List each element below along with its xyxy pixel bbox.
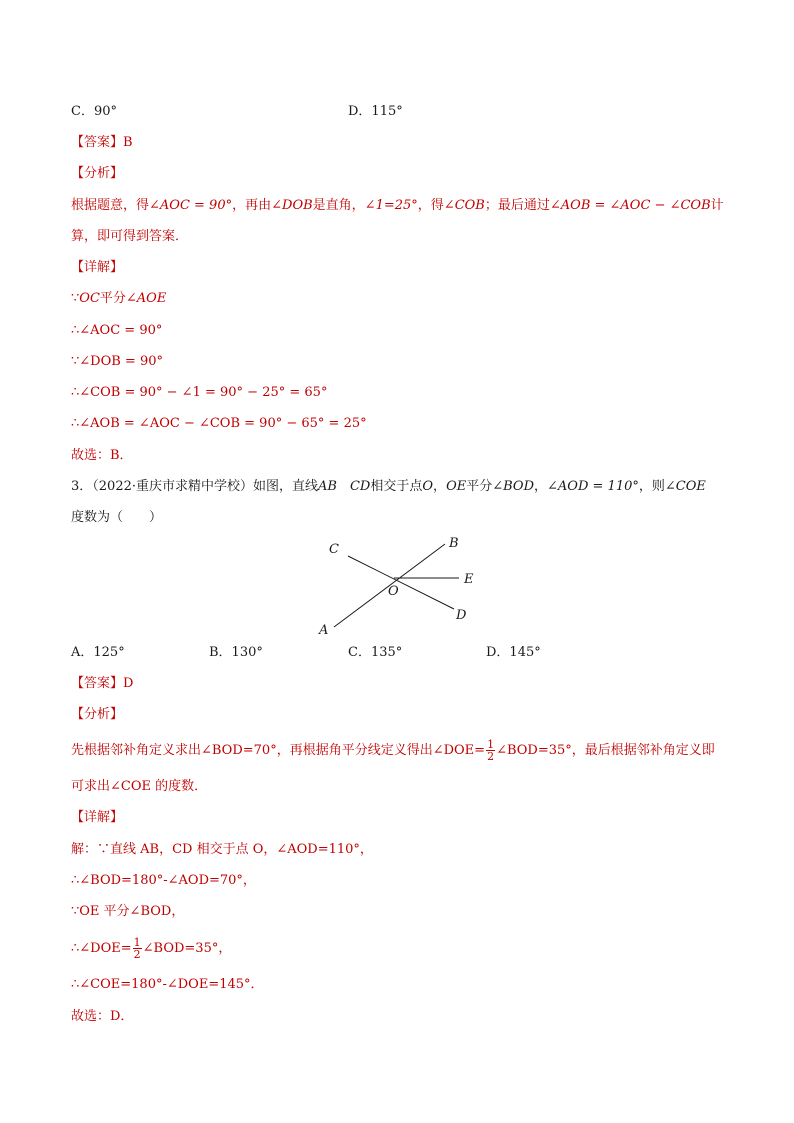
- fraction-denominator: 2: [487, 750, 495, 763]
- math: AB: [318, 479, 337, 494]
- question-3-line-1: [71, 477, 706, 497]
- analysis-heading: 【分析】: [71, 707, 124, 722]
- text: ；最后通过: [484, 198, 550, 213]
- fraction-denominator: 2: [133, 948, 141, 961]
- line-cd: [348, 556, 454, 609]
- answer-value: B: [123, 135, 133, 150]
- detail-line-1: [71, 289, 166, 309]
- text: 是直角，: [312, 198, 365, 213]
- text: ，得: [417, 198, 444, 213]
- math: OE: [446, 479, 467, 494]
- detail-line-2: ∴∠AOC = 90°: [71, 323, 163, 338]
- label-e: E: [464, 572, 474, 587]
- math: ∠DOB: [271, 198, 313, 213]
- detail-line-3: ∵OE 平分∠BOD，: [71, 904, 185, 919]
- geometry-figure: [310, 532, 490, 637]
- text: ∠BOD=35°，最后根据邻补角定义即: [496, 743, 715, 758]
- text: 平分: [466, 479, 493, 494]
- label-c: C: [329, 542, 339, 557]
- question-number: 3．: [71, 479, 93, 494]
- detail-line-5: ∴∠AOB = ∠AOC − ∠COB = 90° − 65° = 25°: [71, 416, 367, 431]
- answer-heading: 【答案】: [71, 676, 124, 691]
- label-b: B: [449, 536, 459, 551]
- text: ，则: [638, 479, 665, 494]
- fraction: [486, 739, 495, 762]
- text: ，: [534, 479, 548, 494]
- math: ∠COB: [443, 198, 485, 213]
- math: ∠1=25°: [364, 198, 418, 213]
- math: ∠AOD = 110°: [547, 479, 639, 494]
- answer-heading: 【答案】: [71, 135, 124, 150]
- text: ∴∠DOE=: [71, 941, 132, 956]
- text: 先根据邻补角定义求出∠BOD=70°，再根据角平分线定义得出∠DOE=: [71, 743, 486, 758]
- math: ∠AOB = ∠AOC − ∠COB: [549, 198, 711, 213]
- option-d: D．145°: [486, 645, 541, 660]
- answer-row: [71, 674, 133, 694]
- label-d: D: [456, 608, 467, 623]
- option-c: C．90°: [71, 104, 117, 119]
- option-a: A．125°: [71, 645, 125, 660]
- label-a: A: [319, 623, 329, 637]
- analysis-line-1: [71, 739, 715, 763]
- detail-line-1: 解：∵直线 AB，CD 相交于点 O，∠AOD=110°，: [71, 842, 373, 857]
- text: 如图，直线: [253, 479, 319, 494]
- text: ，: [433, 479, 447, 494]
- text: 平分: [99, 291, 126, 306]
- text: 相交于点: [370, 479, 423, 494]
- answer-row: [71, 133, 133, 153]
- text: 计: [710, 198, 724, 213]
- detail-choose: 故选：B．: [71, 448, 133, 463]
- question-3-line-2: 度数为（ ）: [71, 510, 163, 525]
- option-c: C．135°: [348, 645, 403, 660]
- detail-heading: 【详解】: [71, 260, 124, 275]
- math: CD: [349, 479, 371, 494]
- detail-line-2: ∴∠BOD=180°-∠AOD=70°，: [71, 873, 256, 888]
- detail-line-4: [71, 937, 231, 961]
- math: ∠AOE: [125, 291, 167, 306]
- math: O: [422, 479, 434, 494]
- label-o: O: [388, 584, 399, 599]
- fraction-numerator: 1: [133, 936, 141, 949]
- math: ∠COE: [664, 479, 706, 494]
- analysis-heading: 【分析】: [71, 166, 124, 181]
- text: ，再由: [232, 198, 272, 213]
- math: ∠BOD: [492, 479, 535, 494]
- fraction: [133, 937, 142, 960]
- analysis-line-1: [71, 196, 724, 216]
- text: ∵: [71, 291, 80, 306]
- detail-line-5: ∴∠COE=180°-∠DOE=145°．: [71, 977, 264, 992]
- math: OC: [79, 291, 100, 306]
- question-source: （2022·重庆市求精中学校）: [92, 479, 253, 494]
- fraction-numerator: 1: [487, 738, 495, 751]
- text: ∠BOD=35°，: [142, 941, 232, 956]
- analysis-line-2: 算，即可得到答案．: [71, 229, 189, 244]
- spacer: [337, 479, 350, 494]
- detail-line-4: ∴∠COB = 90° − ∠1 = 90° − 25° = 65°: [71, 385, 328, 400]
- analysis-line-2: 可求出∠COE 的度数．: [71, 779, 208, 794]
- answer-value: D: [123, 676, 134, 691]
- text: 根据题意，得: [71, 198, 150, 213]
- option-d: D．115°: [348, 104, 403, 119]
- option-b: B．130°: [209, 645, 263, 660]
- detail-line-3: ∵∠DOB = 90°: [71, 354, 163, 369]
- detail-choose: 故选：D．: [71, 1009, 134, 1024]
- detail-heading: 【详解】: [71, 810, 124, 825]
- math: ∠AOC = 90°: [149, 198, 233, 213]
